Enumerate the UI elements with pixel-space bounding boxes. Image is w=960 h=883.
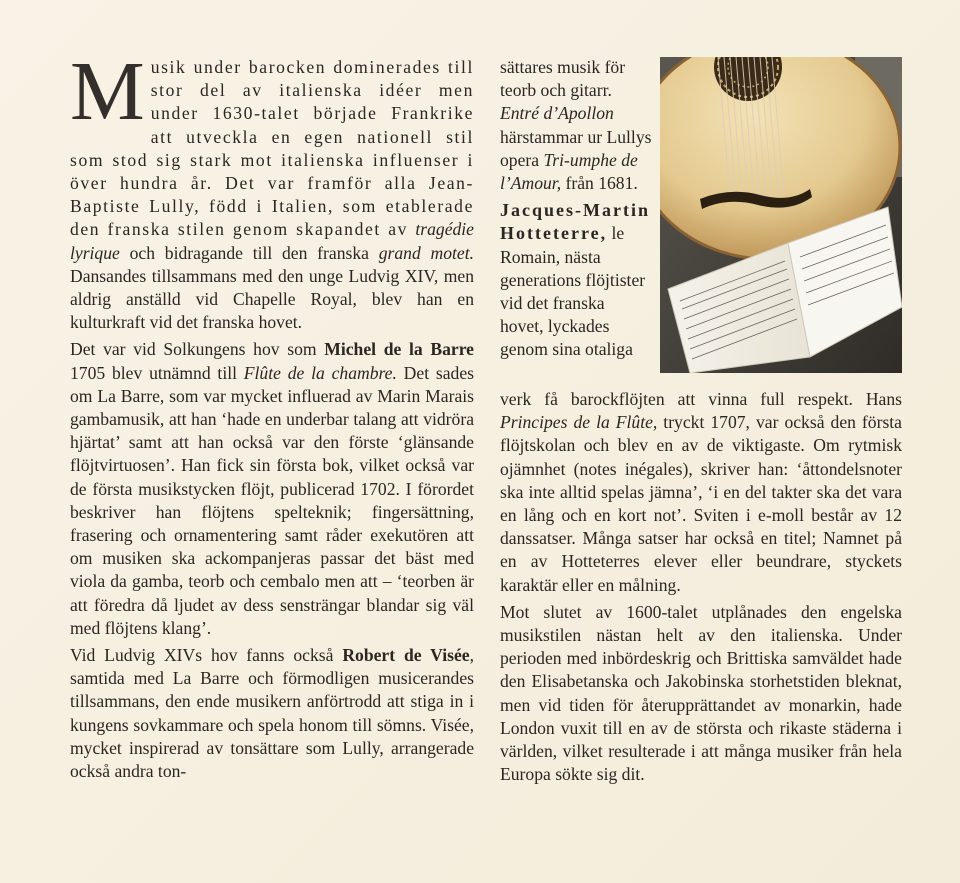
right-top-lead: sättares musik för teorb och gitarr. [500,57,626,101]
work-title-1: Entré d’Apollon [500,103,614,124]
intro-paragraph [70,45,475,334]
la-barre-lead: Det var vid Solkungens hov som [70,339,325,360]
visee-lead: Vid Ludvig XIVs hov fanns också [70,645,343,666]
visee-paragraph [70,644,474,783]
intro-text: usik under barocken dominerades till stor del av italienska idéer men under 1630-talet började Frankrike att utveckla en egen nationell stil som stod sig stark mot italienska influenser i över hundra år. Det var framför alla Jean-Baptiste Lully, född i Italien, som etablerade den franska stilen genom skapandet av [70,57,474,240]
english-music-paragraph: Mot slutet av 1600-talet utplånades den engelska musikstilen nästan helt av den italienska. Under perioden med inbördeskrig och Brittiska samväldet hade den Elisabetanska och Jakobinska storhetstiden bleknat, men vid tiden för återupprättandet av monarkin, hade London vuxit till en av de största och rikaste städerna i världen, vilket resulterade i att många musiker från hela Europa sökte sig dit. [500,601,902,785]
hotteterre-paragraph [500,199,652,361]
left-column [70,45,475,787]
intro-text-end: Dansandes tillsammans med den unge Ludvig XIV, men aldrig anställd vid Chapelle Royal, blev han en kulturkraft vid det franska hovet. [70,265,474,333]
right-column-bottom [500,388,902,790]
principes-rest: tryckt 1707, var också den första flöjtskolan och blev en av de viktigaste. Om rytmisk ojämnhet (notes inégales), skriver han: ‘åttondelsnoter ska inte alltid spelas jämna’, ‘i en del takter ska det vara en lång och en kort not’. Sviten i e-moll består av 12 danssatser. Många satser har också en titel; Namnet på en av Hotteterres elever eller beundrare, styckets karaktär eller en målning. [500,412,902,595]
hotteterre-name: Jacques-Martin Hotteterre, [500,200,650,244]
la-barre-paragraph [70,338,474,640]
drop-cap: M [70,45,145,138]
work-title-2: Tri-umphe de l’Amour, [500,149,638,194]
intro-text-mid: och bidragande till den franska [119,242,379,263]
la-barre-mid: 1705 blev utnämnd till [70,362,244,383]
principes-paragraph [500,388,902,597]
visee-name: Robert de Visée [342,645,470,666]
genre-term: tragédie lyrique [70,219,474,263]
principes-lead: verk få barockflöjten att vinna full respekt. Hans [500,389,902,409]
la-barre-title: Flûte de la chambre. [243,362,397,383]
visee-rest: , samtida med La Barre och förmodligen musicerandes tillsammans, den ende musikern anförtrodd att stiga in i kungens sovkammare och spela honom till sömns. Visée, mycket inspirerad av tonsättare som Lully, arrangerade också andra ton- [70,645,474,782]
la-barre-rest: Det sades om La Barre, som var mycket influerad av Marin Marais gambamusik, att han ‘hade en underbar talang att vidröra hjärtat’ samt att han också var den förste ‘glänsande flöjtvirtuosen’. Han fick sin första bok, vilket också var de första musikstycken flöjt, publicerad 1702. I förordet beskriver han flöjtens spelteknik; fingersättning, frasering och ornamentering samt råder exekutören att om musiken ska ackompanjeras passar det bäst med viola da gamba, teorb och cembalo men att – ‘teorben är att föredra då ljudet av dess sensträngar blandar sig väl med flöjtens klang’. [70,362,474,638]
la-barre-name: Michel de la Barre [324,339,474,360]
right-top-mid2: från 1681. [561,173,638,194]
lute-illustration [660,57,902,373]
right-top-mid1: härstammar ur Lullys opera [500,126,652,170]
genre-term-2: grand motet. [378,242,475,263]
right-top-paragraph [500,56,652,195]
hotteterre-rest: le Romain, nästa generations flöjtister vid det franska hovet, lyckades genom sina otaliga [500,223,646,360]
principes-title: Principes de la Flûte, [500,412,658,433]
right-column-top [500,56,652,366]
